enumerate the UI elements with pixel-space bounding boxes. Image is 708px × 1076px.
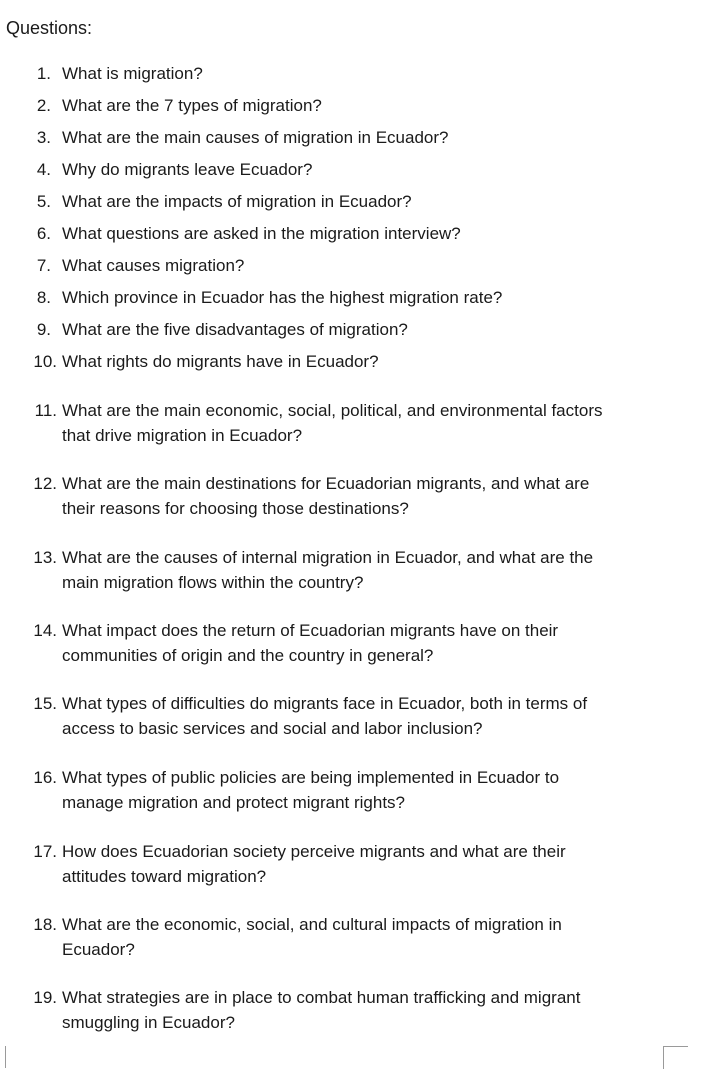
question-text [62,472,672,521]
question-text [62,546,672,595]
question-line: What strategies are in place to combat human trafficking and migrant [62,988,581,1007]
question-text: What causes migration? [62,256,245,275]
question-text: What is migration? [62,64,203,83]
item-number: 11. [34,401,57,420]
question-text: What are the impacts of migration in Ecuador? [62,192,412,211]
item-number: 8. [36,288,51,307]
item-number: 14. [33,621,57,640]
question-line: manage migration and protect migrant rights? [62,792,406,812]
item-number: 9. [36,320,51,339]
question-text [62,399,672,448]
question-line: smuggling in Ecuador? [62,1012,235,1032]
question-line: communities of origin and the country in general? [62,645,434,665]
item-number: 2. [36,96,51,115]
item-number: 1. [36,64,51,83]
item-number: 3. [36,128,51,147]
question-line: What are the economic, social, and cultural impacts of migration in [62,915,562,934]
question-text: Which province in Ecuador has the highest migration rate? [62,288,503,307]
question-line: their reasons for choosing those destinations? [62,498,409,518]
question-text: What questions are asked in the migration interview? [62,224,461,243]
item-number: 18. [33,915,57,934]
question-text [62,766,672,815]
item-number: 10. [33,352,57,371]
question-text [62,619,672,668]
question-line: What types of difficulties do migrants face in Ecuador, both in terms of [62,694,588,713]
question-line: What are the main destinations for Ecuadorian migrants, and what are [62,474,590,493]
item-number: 6. [36,224,51,243]
item-number: 19. [33,988,57,1007]
question-text [62,840,672,889]
item-number: 16. [33,768,57,787]
page-title: Questions: [6,18,93,38]
question-line: What are the main economic, social, political, and environmental factors [62,401,603,420]
question-line: main migration flows within the country? [62,572,364,592]
question-line: What types of public policies are being implemented in Ecuador to [62,768,560,787]
page-corner-mark-left [0,1046,6,1068]
item-number: 7. [36,256,51,275]
question-text [62,986,672,1035]
question-text: What rights do migrants have in Ecuador? [62,352,379,371]
question-line: that drive migration in Ecuador? [62,425,303,445]
question-line: What are the causes of internal migration in Ecuador, and what are the [62,548,594,567]
item-number: 17. [33,842,57,861]
item-number: 12. [33,474,57,493]
question-line: What impact does the return of Ecuadorian migrants have on their [62,621,559,640]
page-corner-mark-right [663,1046,688,1069]
item-number: 15. [33,694,57,713]
item-number: 4. [36,160,51,179]
question-text [62,692,672,741]
question-text: What are the five disadvantages of migration? [62,320,408,339]
question-text: Why do migrants leave Ecuador? [62,160,313,179]
item-number: 5. [36,192,51,211]
item-number: 13. [33,548,57,567]
question-text: What are the 7 types of migration? [62,96,322,115]
question-line: Ecuador? [62,939,135,959]
question-line: attitudes toward migration? [62,866,267,886]
question-line: access to basic services and social and labor inclusion? [62,718,483,738]
question-text: What are the main causes of migration in Ecuador? [62,128,449,147]
question-line: How does Ecuadorian society perceive migrants and what are their [62,842,566,861]
question-text [62,913,672,962]
